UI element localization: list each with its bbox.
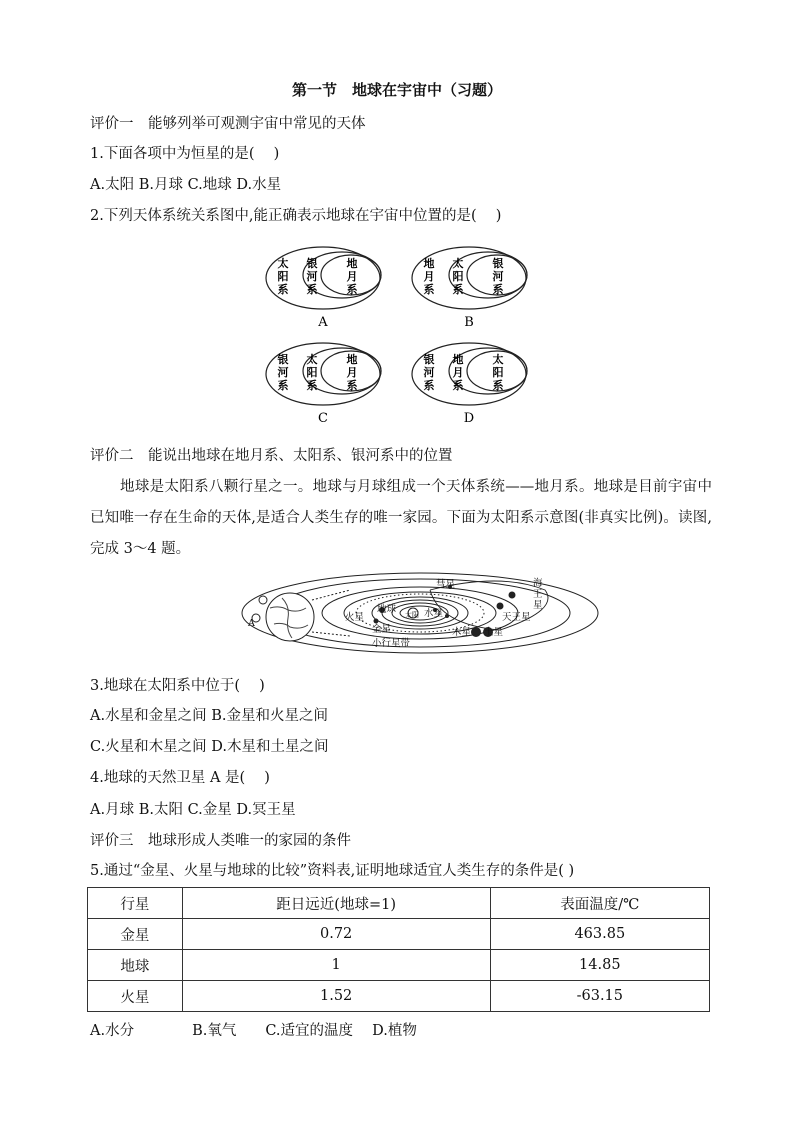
- table-row: [88, 919, 710, 950]
- section-heading-2: 评价二 能说出地球在地月系、太阳系、银河系中的位置: [90, 448, 453, 464]
- label-middle-char: 太: [306, 353, 318, 366]
- diagram-option-a: [266, 247, 381, 330]
- label-venus: 金星: [372, 624, 392, 635]
- label-jupiter: 木星: [452, 627, 472, 638]
- label-middle-char: 银: [306, 257, 318, 270]
- celestial-system-diagrams: [0, 235, 794, 445]
- label-outer-char: 银: [277, 353, 289, 366]
- table-cell: 地球: [88, 950, 183, 981]
- label-outer-char: 月: [423, 270, 435, 283]
- page-title: 第一节 地球在宇宙中（习题）: [291, 81, 502, 99]
- diagram-option-b: [412, 247, 527, 330]
- table-header-row: [88, 888, 710, 919]
- table-row: [88, 950, 710, 981]
- label-comet: 彗星: [436, 579, 456, 590]
- label-neptune-1: 海: [533, 578, 543, 589]
- question-4-options: A.月球 B.太阳 C.金星 D.冥王星: [90, 802, 296, 818]
- label-saturn: 土星: [484, 627, 504, 638]
- label-outer-char: 太: [277, 257, 289, 270]
- table-cell: 金星: [88, 919, 183, 950]
- label-mercury: 水星: [424, 608, 444, 619]
- label-middle-char: 系: [306, 283, 318, 296]
- table-header-cell: 距日远近(地球=1): [182, 888, 490, 919]
- label-neptune-2: 王: [533, 589, 543, 600]
- label-moon-a: A: [248, 618, 255, 629]
- question-1: 1.下面各项中为恒星的是( ): [90, 146, 280, 162]
- question-5-options: A.水分 B.氧气 C.适宜的温度 D.植物: [90, 1023, 417, 1039]
- label-sun: 太阳: [405, 611, 419, 619]
- table-cell: -63.15: [490, 981, 709, 1012]
- label-earth: 地球: [377, 604, 397, 615]
- section-heading-1: 评价一 能够列举可观测宇宙中常见的天体: [90, 116, 366, 132]
- label-middle-char: 太: [452, 257, 464, 270]
- label-inner-char: 系: [346, 379, 358, 392]
- label-inner-char: 河: [492, 270, 504, 283]
- label-outer-char: 河: [277, 366, 289, 379]
- label-mars: 火星: [345, 612, 365, 623]
- table-cell: 463.85: [490, 919, 709, 950]
- label-outer-char: 系: [277, 379, 289, 392]
- label-inner-char: 系: [346, 283, 358, 296]
- label-middle-char: 阳: [452, 270, 464, 283]
- question-3: 3.地球在太阳系中位于( ): [90, 678, 265, 694]
- label-middle-char: 阳: [306, 366, 318, 379]
- table-cell: 1.52: [182, 981, 490, 1012]
- diagram-option-c: [266, 343, 381, 426]
- diagram-letter: B: [464, 315, 474, 330]
- label-outer-char: 地: [423, 257, 435, 270]
- label-neptune-3: 星: [533, 600, 543, 611]
- diagram-letter: D: [463, 411, 475, 426]
- label-inner-char: 阳: [492, 366, 504, 379]
- question-3-options-1: A.水星和金星之间 B.金星和火星之间: [90, 708, 328, 724]
- diagram-option-d: [412, 343, 527, 426]
- label-inner-char: 太: [492, 353, 504, 366]
- label-middle-char: 河: [306, 270, 318, 283]
- label-inner-char: 银: [492, 257, 504, 270]
- table-header-cell: 行星: [88, 888, 183, 919]
- section-heading-3: 评价三 地球形成人类唯一的家园的条件: [90, 833, 351, 849]
- label-outer-char: 阳: [277, 270, 289, 283]
- question-5: 5.通过“金星、火星与地球的比较”资料表,证明地球适宜人类生存的条件是( ): [90, 863, 575, 879]
- planet-comparison-table: [87, 887, 710, 1012]
- label-outer-char: 银: [423, 353, 435, 366]
- label-inner-char: 系: [492, 379, 504, 392]
- label-outer-char: 系: [423, 283, 435, 296]
- label-uranus: 天王星: [502, 612, 531, 623]
- label-inner-char: 地: [346, 257, 358, 270]
- table-cell: 14.85: [490, 950, 709, 981]
- question-3-options-2: C.火星和木星之间 D.木星和土星之间: [90, 739, 329, 755]
- table-header-cell: 表面温度/℃: [490, 888, 709, 919]
- label-inner-char: 月: [346, 270, 358, 283]
- label-inner-char: 系: [492, 283, 504, 296]
- label-middle-char: 系: [306, 379, 318, 392]
- diagram-letter: C: [318, 411, 328, 426]
- question-2: 2.下列天体系统关系图中,能正确表示地球在宇宙中位置的是( ): [90, 208, 502, 224]
- label-middle-char: 系: [452, 283, 464, 296]
- label-asteroid-belt: 小行星带: [372, 638, 411, 649]
- question-1-options: A.太阳 B.月球 C.地球 D.水星: [90, 177, 282, 193]
- table-cell: 0.72: [182, 919, 490, 950]
- question-4: 4.地球的天然卫星 A 是( ): [90, 770, 270, 786]
- solar-system-diagram: [0, 570, 794, 670]
- label-outer-char: 系: [277, 283, 289, 296]
- table-cell: 1: [182, 950, 490, 981]
- label-inner-char: 月: [346, 366, 358, 379]
- label-middle-char: 地: [452, 353, 464, 366]
- table-row: [88, 981, 710, 1012]
- label-outer-char: 河: [423, 366, 435, 379]
- table-cell: 火星: [88, 981, 183, 1012]
- label-middle-char: 系: [452, 379, 464, 392]
- label-outer-char: 系: [423, 379, 435, 392]
- label-middle-char: 月: [452, 366, 464, 379]
- reading-passage: 地球是太阳系八颗行星之一。地球与月球组成一个天体系统——地月系。地球是目前宇宙中已知唯一存在生命的天体,是适合人类生存的唯一家园。下面为太阳系示意图(非真实比例)。读图,完成 3～4 题。: [90, 479, 712, 557]
- label-inner-char: 地: [346, 353, 358, 366]
- diagram-letter: A: [318, 315, 328, 330]
